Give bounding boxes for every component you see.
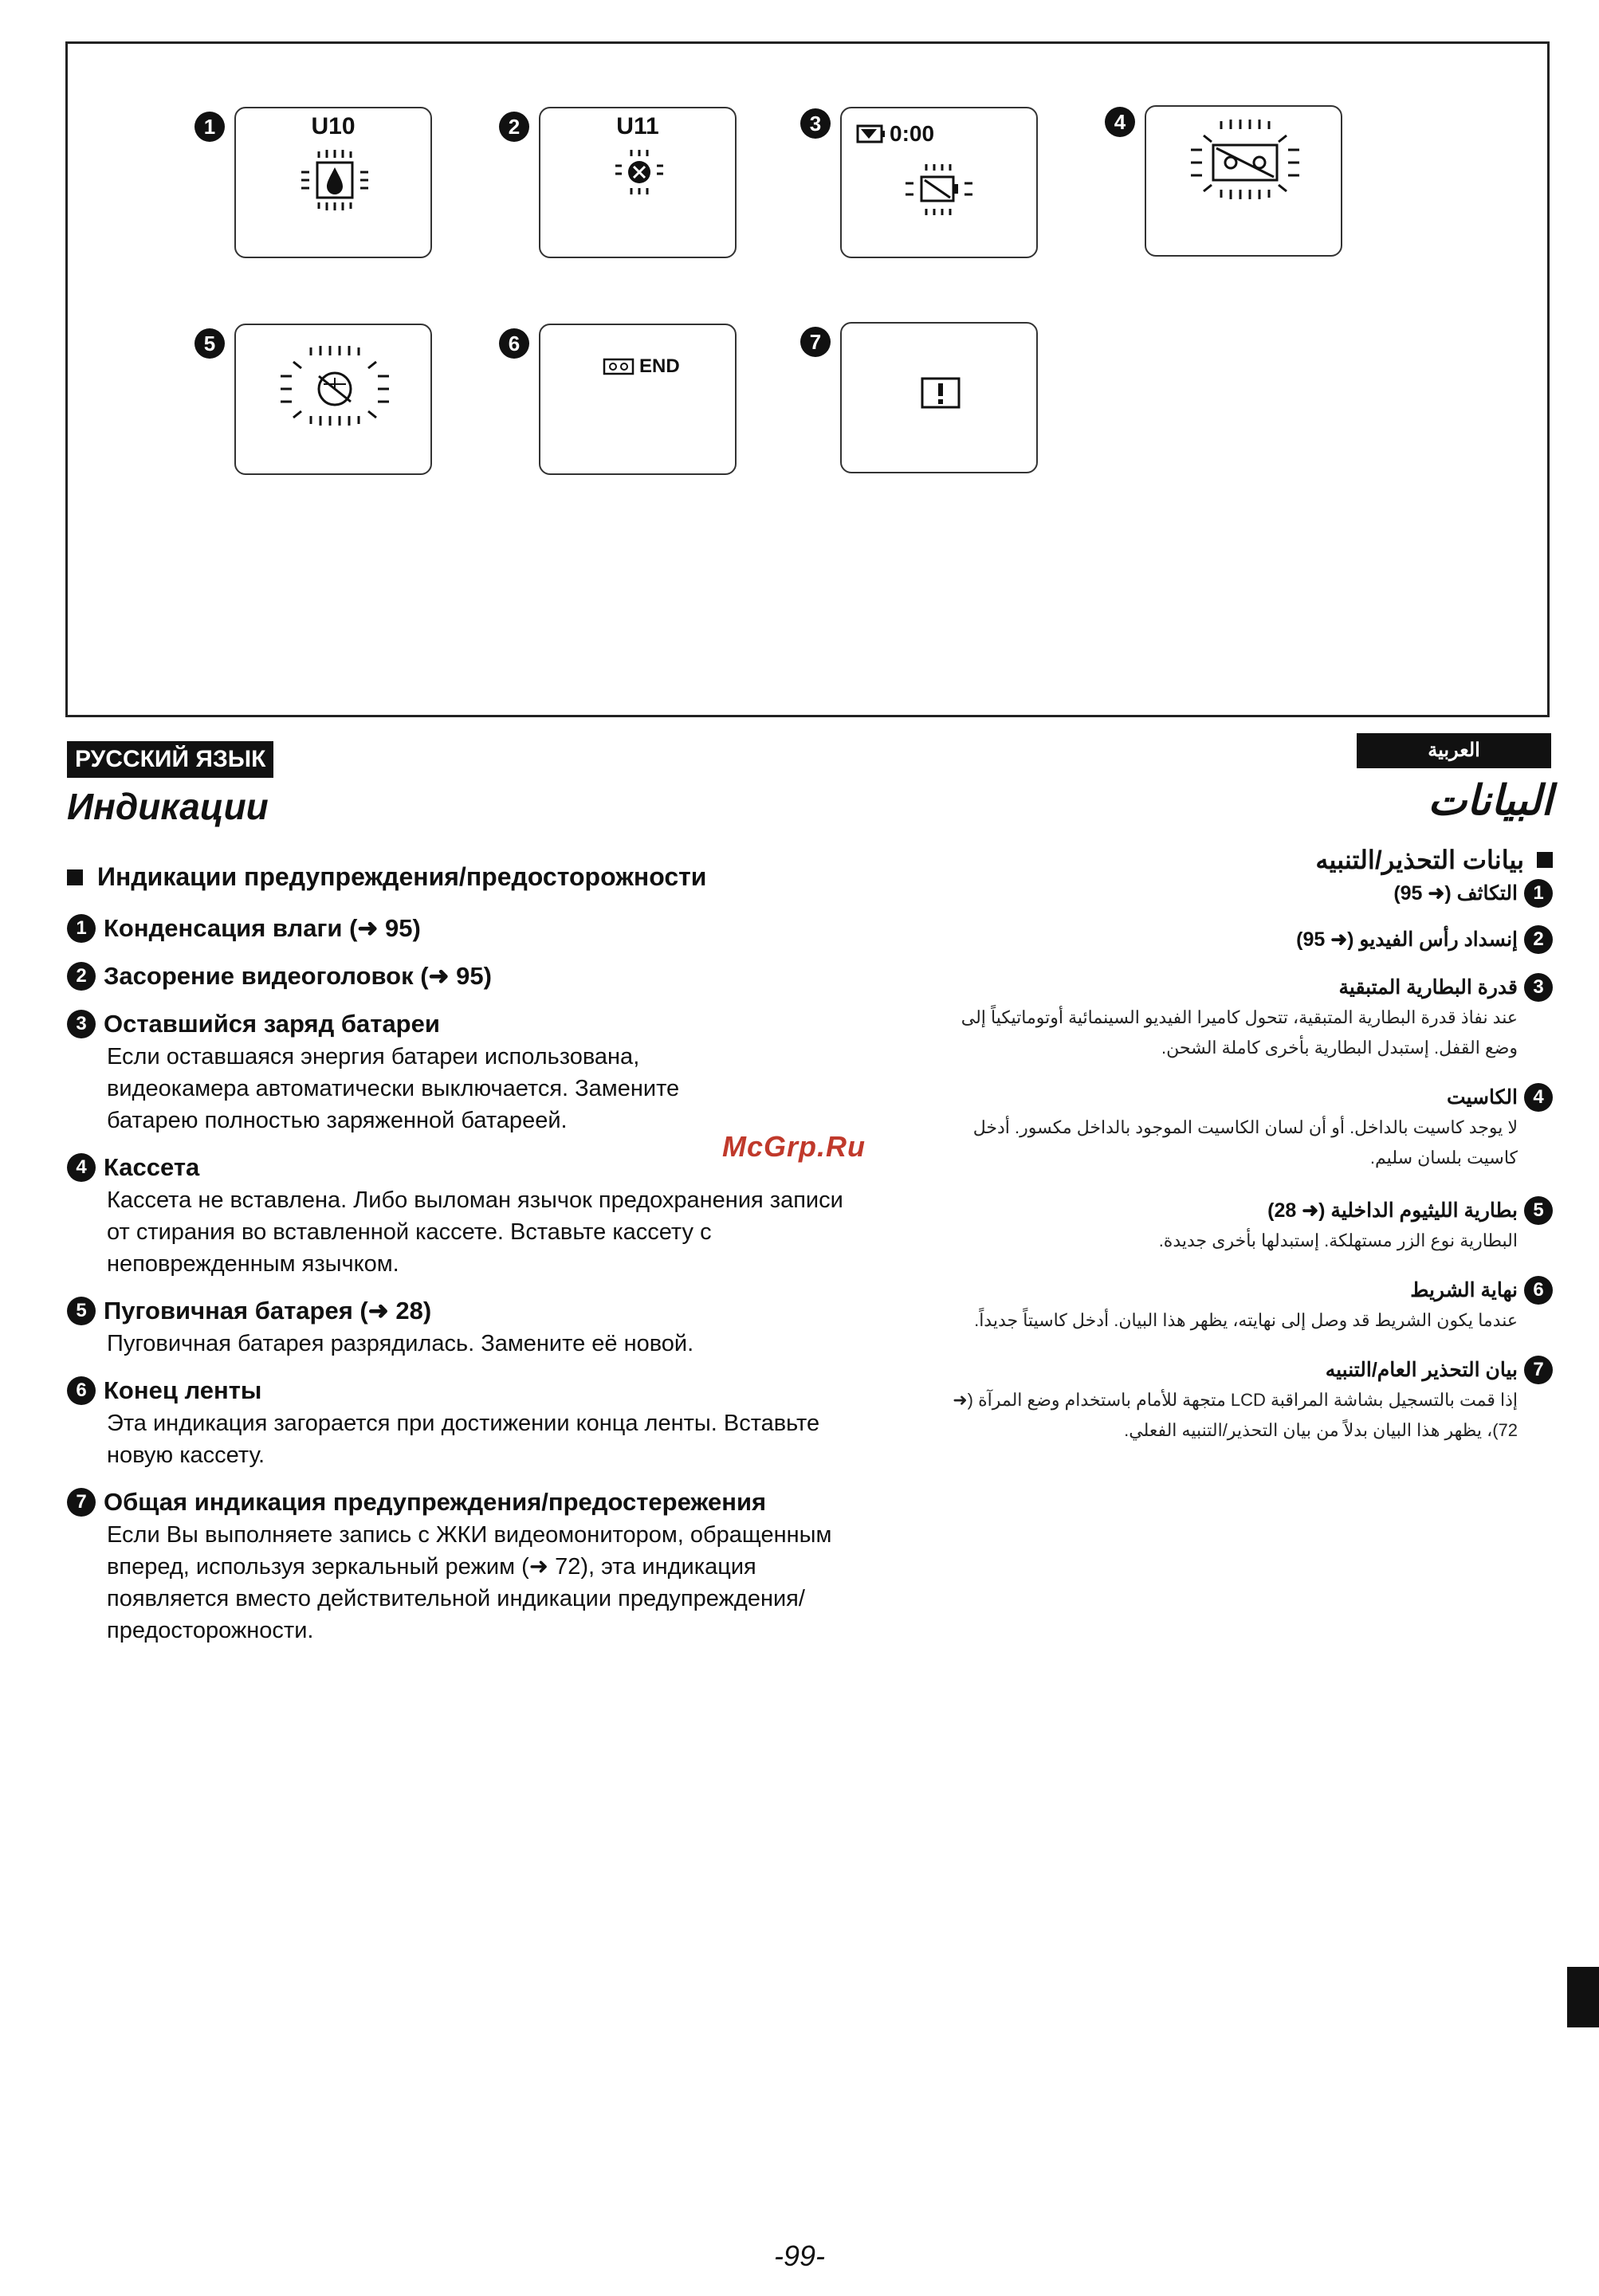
screen-6 [539,324,737,475]
item-number: 2 [1524,925,1553,954]
item-title: بطارية الليثيوم الداخلية (➜ 28) [1267,1199,1518,1222]
screen-number-1: 1 [194,112,225,142]
item-title: Кассета [104,1153,200,1181]
screen-number-4: 4 [1105,107,1135,137]
item-number: 6 [67,1376,96,1405]
item-number: 4 [67,1153,96,1182]
item-title: Пуговичная батарея (➜ 28) [104,1297,432,1325]
item-body: عند نفاذ قدرة البطارية المتبقية، تتحول كاميرا الفيديو السينمائية أوتوماتيكياً إلى وضع القفل. إستبدل البطارية بأخرى كاملة الشحن. [961,1007,1518,1058]
ar-item-3 [947,972,1553,1063]
screen-code: U10 [311,113,356,139]
item-number: 3 [1524,973,1553,1002]
item-title: Оставшийся заряд батареи [104,1010,440,1038]
warning-icon [920,376,961,410]
page-number: -99- [773,2239,826,2272]
ru-item-3 [67,1007,864,1136]
item-body: Если Вы выполняете запись с ЖКИ видеомонитором, обращенным вперед, используя зеркальный режим (➜ 72), эта индикация появляется вместо действительной индикации предупреждения/предосторожности. [107,1522,832,1643]
ar-section-heading: بيانات التحذير/التنبيه [1315,845,1553,875]
ru-item-1 [67,912,864,945]
item-title: Общая индикация предупреждения/предостережения [104,1488,767,1516]
screen-number-7: 7 [800,327,831,357]
item-title: Конец ленты [104,1376,262,1404]
ru-item-4 [67,1151,864,1280]
cassette-icon [1189,118,1301,206]
item-number: 3 [67,1010,96,1038]
end-label: END [639,355,680,377]
ar-item-4 [947,1082,1553,1173]
item-body: إذا قمت بالتسجيل بشاشة المراقبة LCD متجهة للأمام باستخدام وضع المرآة (➜ 72)، يظهر هذا البيان بدلاً من بيان التحذير/التنبيه الفعلي. [953,1390,1518,1440]
ar-item-1 [947,878,1553,909]
item-title: قدرة البطارية المتبقية [1338,976,1518,999]
head-clog-icon [614,148,665,196]
screen-number-6: 6 [499,328,529,359]
ar-page-title: البيانات [1428,778,1553,824]
item-number: 5 [67,1297,96,1325]
ar-item-7 [947,1355,1553,1446]
square-bullet-icon [67,869,83,885]
battery-time: 0:00 [890,121,935,146]
item-title: نهاية الشريط [1410,1279,1518,1301]
tape-end-icon [603,358,634,375]
tape-end-readout [603,355,680,378]
item-title: التكاثف (➜ 95) [1393,882,1518,905]
ru-item-7 [67,1486,864,1646]
screen-number-5: 5 [194,328,225,359]
ru-language-badge: РУССКИЙ ЯЗЫК [67,741,273,778]
ru-item-5 [67,1294,864,1360]
item-title: Засорение видеоголовок (➜ 95) [104,962,492,990]
item-body: عندما يكون الشريط قد وصل إلى نهايته، يظهر هذا البيان. أدخل كاسيتاً جديداً. [974,1310,1518,1330]
ar-language-badge: العربية [1357,733,1551,768]
ar-item-5 [947,1195,1553,1256]
screen-3 [840,107,1038,258]
battery-small-icon [856,124,886,144]
battery-icon [904,163,974,218]
battery-time-readout [856,121,934,147]
condensation-icon [300,148,370,212]
ar-item-6 [947,1275,1553,1336]
item-title: إنسداد رأس الفيديو (➜ 95) [1296,928,1518,951]
item-number: 2 [67,962,96,991]
item-body: Пуговичная батарея разрядилась. Замените её новой. [107,1331,694,1356]
item-number: 5 [1524,1196,1553,1225]
item-number: 7 [1524,1356,1553,1384]
screen-number-3: 3 [800,108,831,139]
item-number: 7 [67,1488,96,1517]
ru-item-6 [67,1374,864,1471]
item-body: البطارية نوع الزر مستهلكة. إستبدلها بأخرى جديدة. [1158,1230,1518,1250]
square-bullet-icon [1537,852,1553,868]
screen-number-2: 2 [499,112,529,142]
screen-4 [1145,105,1342,257]
watermark: McGrp.Ru [722,1130,866,1163]
item-body: Если оставшаяся энергия батареи использована, видеокамера автоматически выключается. Замените батарею полностью заряженной батареей. [107,1044,680,1133]
ru-page-title: Индикации [67,786,269,827]
screen-2 [539,107,737,258]
item-body: لا يوجد كاسيت بالداخل. أو أن لسان الكاسيت الموجود بالداخل مكسور. أدخل كاسيت بلسان سليم. [972,1117,1518,1168]
item-title: الكاسيت [1446,1086,1518,1109]
ar-item-2 [947,924,1553,955]
side-tab-marker [1567,1967,1599,2027]
item-number: 6 [1524,1276,1553,1305]
screen-7 [840,322,1038,473]
item-number: 1 [1524,879,1553,908]
screen-code: U11 [616,113,659,139]
item-title: بيان التحذير العام/التنبيه [1325,1359,1518,1381]
item-body: Эта индикация загорается при достижении конца ленты. Вставьте новую кассету. [107,1411,820,1468]
ru-item-2 [67,960,864,993]
screen-1 [234,107,432,258]
item-number: 1 [67,914,96,943]
button-battery-icon [279,344,391,432]
item-title: Конденсация влаги (➜ 95) [104,914,421,942]
item-body: Кассета не вставлена. Либо выломан язычок предохранения записи от стирания во вставленной кассете. Вставьте кассету с неповрежденным язычком. [107,1187,843,1277]
ru-section-heading: Индикации предупреждения/предосторожности [67,862,706,892]
item-number: 4 [1524,1083,1553,1112]
screen-5 [234,324,432,475]
